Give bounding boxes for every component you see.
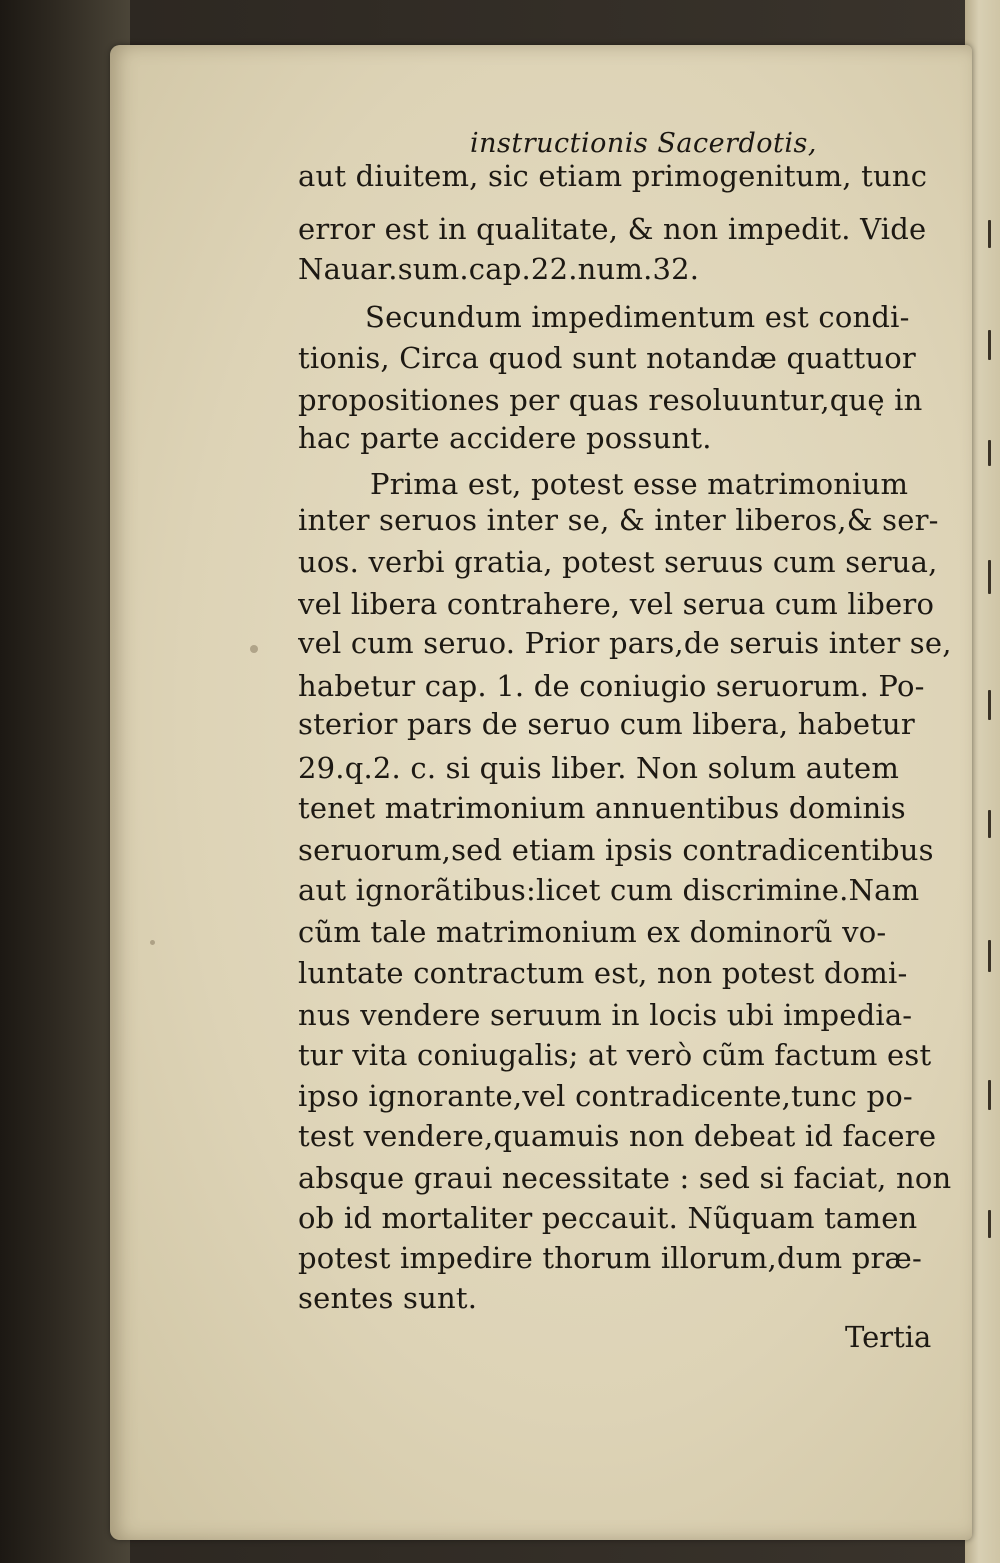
edge-mark [988, 440, 991, 466]
catchword: Tertia [845, 1320, 932, 1354]
text-line: tenet matrimonium annuentibus dominis [298, 791, 906, 825]
edge-mark [988, 810, 991, 838]
text-line: habetur cap. 1. de coniugio seruorum. Po- [298, 669, 925, 703]
text-line: error est in qualitate, & non impedit. Vide [298, 212, 927, 246]
text-line: tionis, Circa quod sunt notandæ quattuor [298, 341, 916, 375]
text-line: sentes sunt. [298, 1281, 478, 1315]
ink-spot [150, 940, 155, 945]
text-line: luntate contractum est, non potest domi- [298, 956, 908, 990]
text-line: Prima est, potest esse matrimonium [370, 467, 909, 501]
text-line: test vendere,quamuis non debeat id facere [298, 1119, 937, 1153]
text-line: propositiones per quas resoluuntur,quę in [298, 383, 923, 417]
text-line: seruorum,sed etiam ipsis contradicentibus [298, 833, 934, 867]
text-line: vel libera contrahere, vel serua cum libero [298, 587, 935, 621]
text-line: cũm tale matrimonium ex dominorũ vo- [298, 915, 887, 949]
edge-mark [988, 1210, 991, 1238]
text-line: aut ignorãtibus:licet cum discrimine.Nam [298, 873, 920, 907]
edge-mark [988, 940, 991, 972]
text-line: aut diuitem, sic etiam primogenitum, tunc [298, 159, 928, 193]
text-line: inter seruos inter se, & inter liberos,& ser- [298, 503, 939, 537]
running-head: instructionis Sacerdotis, [470, 128, 817, 159]
text-line: 29.q.2. c. si quis liber. Non solum autem [298, 751, 900, 785]
text-line: Nauar.sum.cap.22.num.32. [298, 252, 700, 286]
text-line: uos. verbi gratia, potest seruus cum serua, [298, 545, 938, 579]
edge-mark [988, 220, 991, 248]
text-line: hac parte accidere possunt. [298, 421, 712, 455]
text-line: vel cum seruo. Prior pars,de seruis inter se, [298, 626, 952, 660]
text-line: sterior pars de seruo cum libera, habetur [298, 707, 915, 741]
text-line: ipso ignorante,vel contradicente,tunc po- [298, 1079, 913, 1113]
edge-mark [988, 1080, 991, 1110]
text-line: Secundum impedimentum est condi- [365, 300, 910, 334]
ink-spot [250, 645, 258, 653]
text-line: nus vendere seruum in locis ubi impedia- [298, 998, 913, 1032]
text-line: ob id mortaliter peccauit. Nũquam tamen [298, 1201, 918, 1235]
edge-mark [988, 330, 991, 360]
text-line: absque graui necessitate : sed si faciat, non [298, 1161, 952, 1195]
edge-mark [988, 690, 991, 720]
text-line: tur vita coniugalis; at verò cũm factum est [298, 1038, 932, 1072]
edge-mark [988, 560, 991, 594]
text-line: potest impedire thorum illorum,dum præ- [298, 1241, 923, 1275]
